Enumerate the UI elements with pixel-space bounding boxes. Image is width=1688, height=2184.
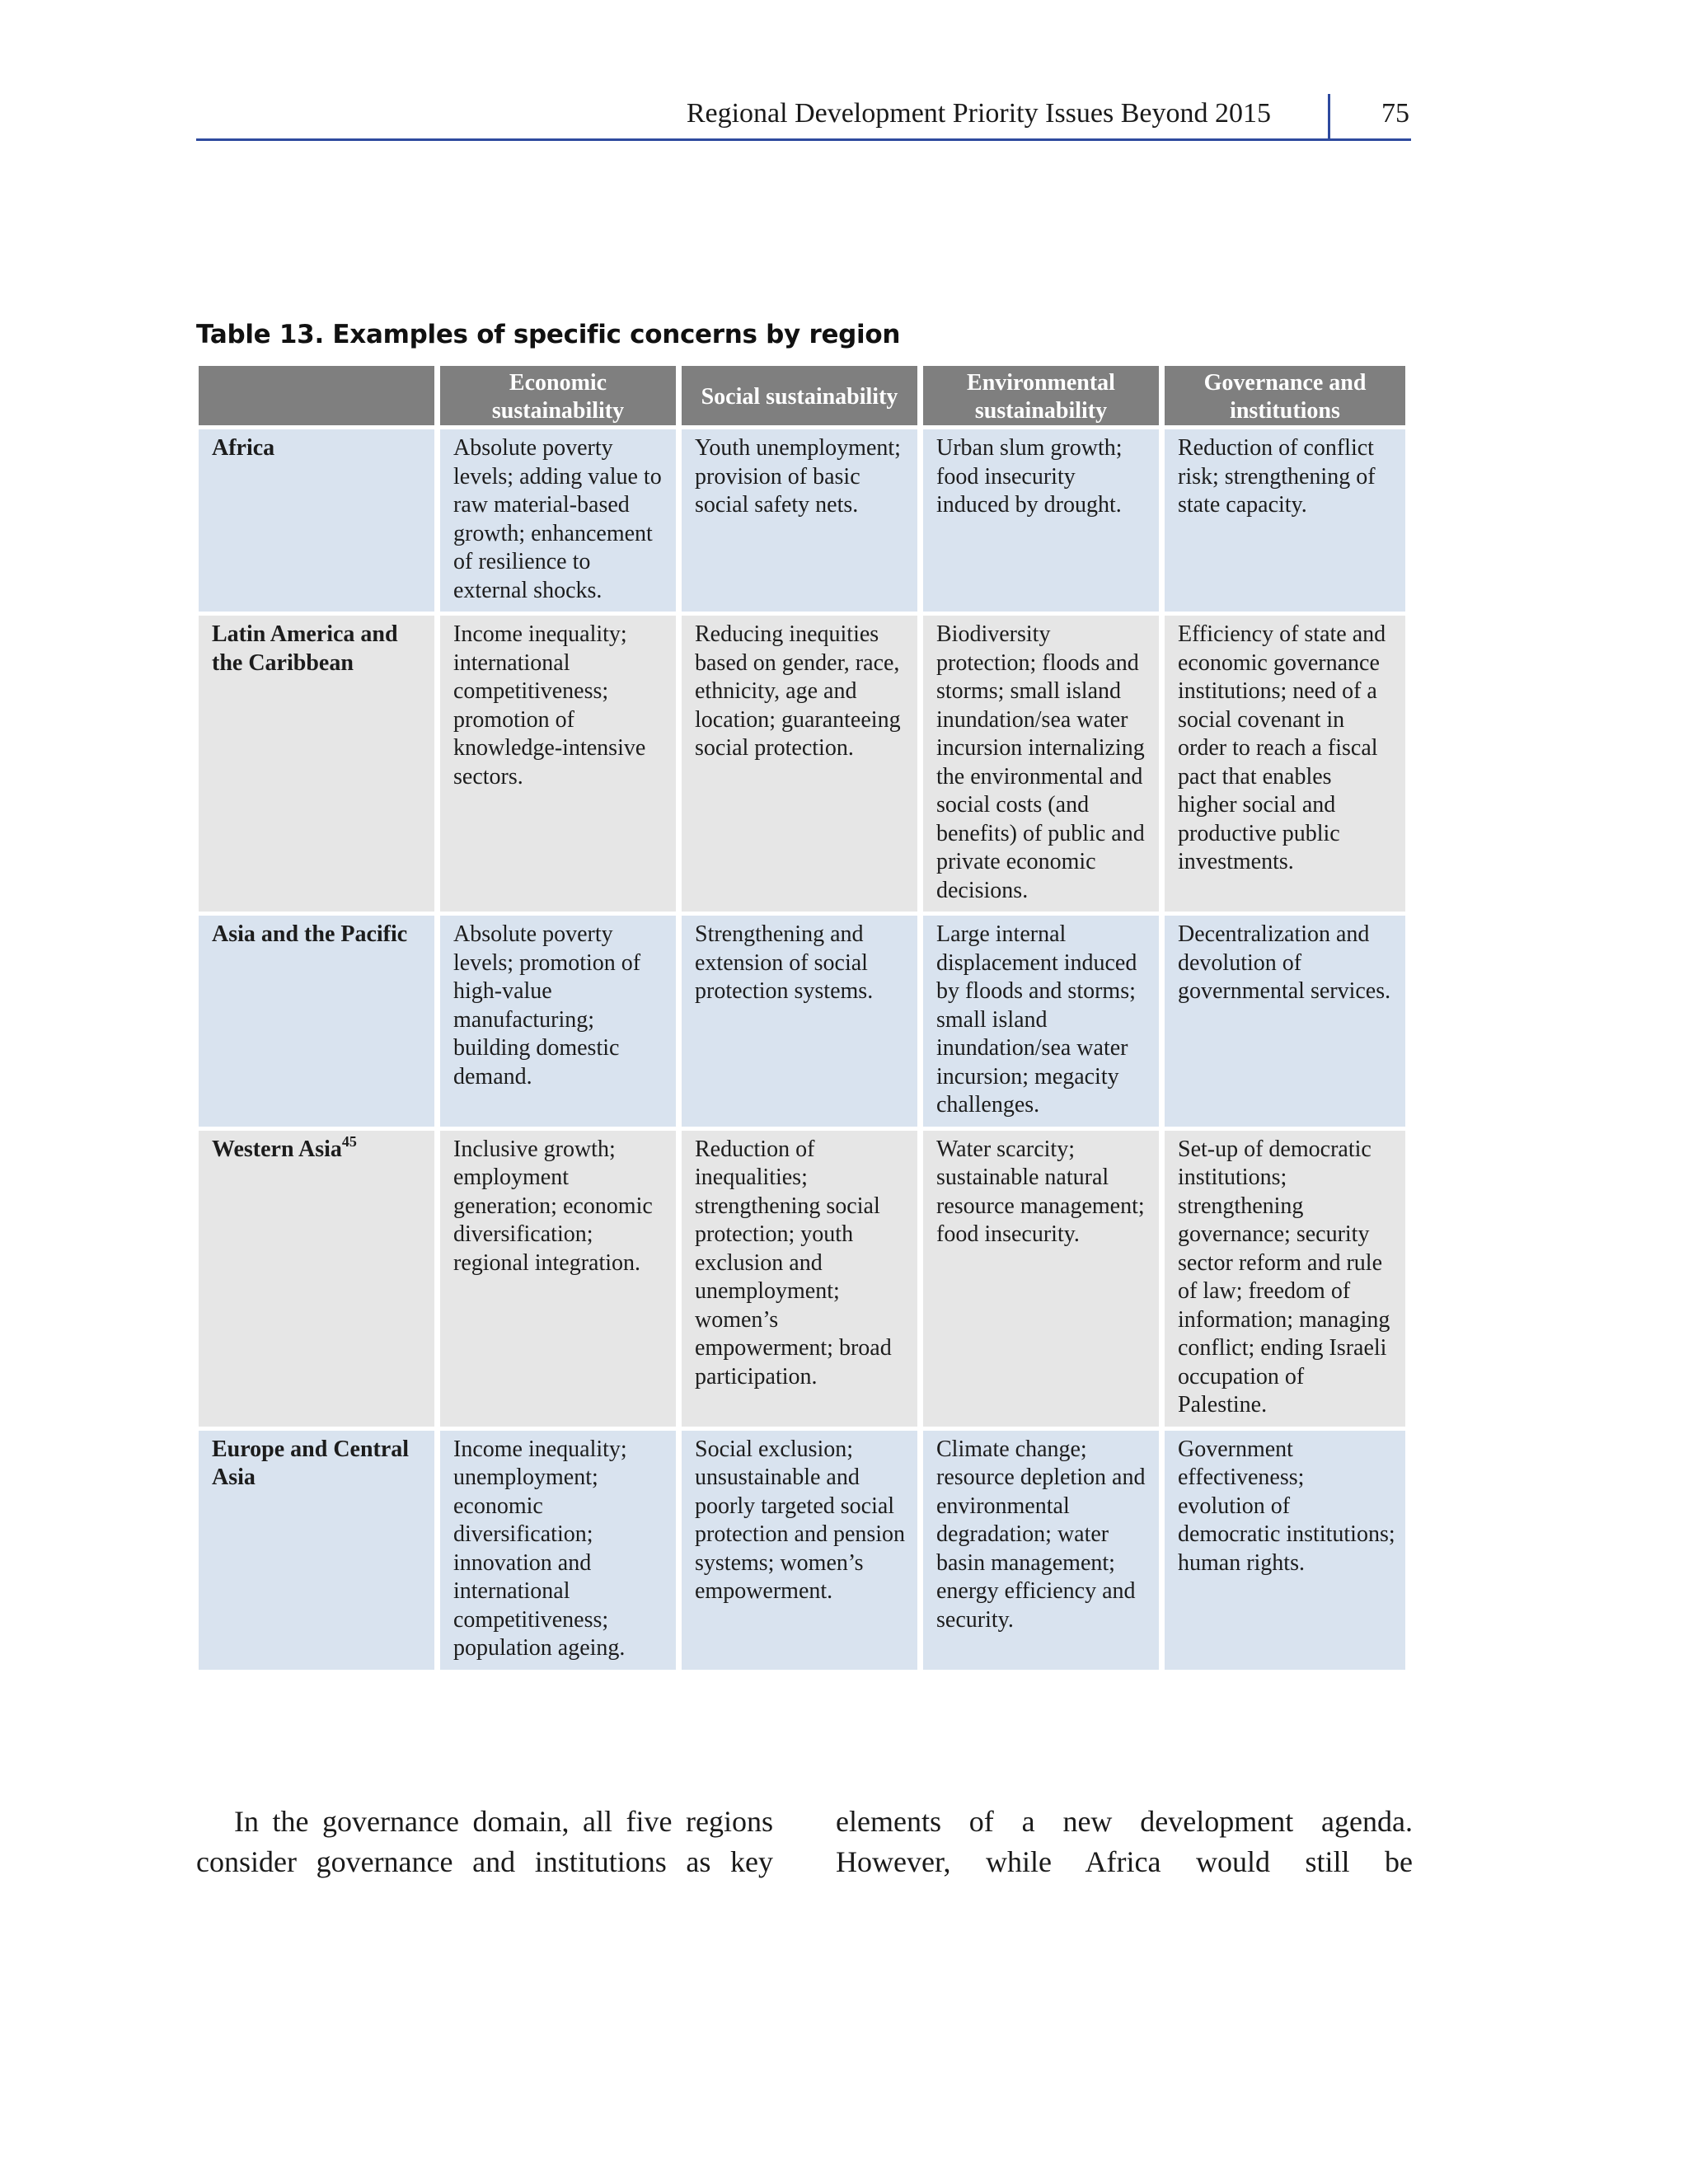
region-name: Europe and Central Asia bbox=[212, 1436, 410, 1490]
column-header-governance: Governance and institutions bbox=[1165, 366, 1405, 425]
table-row bbox=[199, 916, 1405, 1127]
running-title: Regional Development Priority Issues Beyond 2015 bbox=[686, 98, 1271, 129]
table-header-row bbox=[199, 366, 1405, 425]
social-cell: Reduction of inequalities; strengthening social protection; youth exclusion and unemployment; women’s empowerment; broad participation. bbox=[682, 1131, 917, 1427]
region-cell bbox=[199, 916, 434, 1127]
economic-cell: Income inequality; international competitiveness; promotion of knowledge-intensive sectors. bbox=[440, 616, 676, 912]
governance-cell: Set-up of democratic institutions; strengthening governance; security sector reform and rule of law; freedom of information; managing conflict; ending Israeli occupation of Palestine. bbox=[1165, 1131, 1405, 1427]
governance-cell: Efficiency of state and economic governance institutions; need of a social covenant in order to reach a fiscal pact that enables higher social and productive public investments. bbox=[1165, 616, 1405, 912]
region-cell bbox=[199, 1131, 434, 1427]
column-header-economic: Economic sustainability bbox=[440, 366, 676, 425]
economic-cell: Inclusive growth; employment generation; economic diversification; regional integration. bbox=[440, 1131, 676, 1427]
governance-cell: Government effectiveness; evolution of democratic institutions; human rights. bbox=[1165, 1431, 1405, 1670]
governance-cell: Reduction of conflict risk; strengthening of state capacity. bbox=[1165, 429, 1405, 612]
region-name: Latin America and the Caribbean bbox=[212, 621, 398, 676]
region-name: Africa bbox=[212, 435, 275, 461]
table-caption: Table 13. Examples of specific concerns by region bbox=[196, 320, 901, 349]
region-name: Western Asia bbox=[212, 1136, 342, 1162]
environmental-cell: Biodiversity protection; floods and storms; small island inundation/sea water incursion internalizing the environmental and social costs (and benefits) of public and private economic decisions. bbox=[923, 616, 1159, 912]
table-row bbox=[199, 429, 1405, 612]
header-divider bbox=[1328, 94, 1330, 138]
column-header-social: Social sustainability bbox=[682, 366, 917, 425]
region-cell bbox=[199, 616, 434, 912]
footnote-marker: 45 bbox=[341, 1132, 357, 1150]
economic-cell: Absolute poverty levels; promotion of high-value manufacturing; building domestic demand. bbox=[440, 916, 676, 1127]
environmental-cell: Water scarcity; sustainable natural resource management; food insecurity. bbox=[923, 1131, 1159, 1427]
economic-cell: Income inequality; unemployment; economic diversification; innovation and international competitiveness; population ageing. bbox=[440, 1431, 676, 1670]
running-header bbox=[196, 92, 1411, 141]
environmental-cell: Urban slum growth; food insecurity induced by drought. bbox=[923, 429, 1159, 612]
environmental-cell: Large internal displacement induced by floods and storms; small island inundation/sea water incursion; megacity challenges. bbox=[923, 916, 1159, 1127]
table-row bbox=[199, 1431, 1405, 1670]
page-number: 75 bbox=[1381, 98, 1409, 129]
social-cell: Reducing inequities based on gender, race, ethnicity, age and location; guaranteeing social protection. bbox=[682, 616, 917, 912]
social-cell: Social exclusion; unsustainable and poorly targeted social protection and pension systems; women’s empowerment. bbox=[682, 1431, 917, 1670]
column-header-region bbox=[199, 366, 434, 425]
region-cell bbox=[199, 1431, 434, 1670]
body-paragraph-left: In the governance domain, all five regions consider governance and institutions as key bbox=[196, 1805, 773, 1878]
concerns-table bbox=[193, 362, 1411, 1674]
environmental-cell: Climate change; resource depletion and environmental degradation; water basin management; energy efficiency and security. bbox=[923, 1431, 1159, 1670]
region-cell bbox=[199, 429, 434, 612]
table-row bbox=[199, 616, 1405, 912]
economic-cell: Absolute poverty levels; adding value to raw material-based growth; enhancement of resilience to external shocks. bbox=[440, 429, 676, 612]
body-paragraph-right: elements of a new development agenda. However, while Africa would still be bbox=[836, 1805, 1413, 1878]
column-header-environmental: Environmental sustainability bbox=[923, 366, 1159, 425]
social-cell: Youth unemployment; provision of basic social safety nets. bbox=[682, 429, 917, 612]
social-cell: Strengthening and extension of social protection systems. bbox=[682, 916, 917, 1127]
region-name: Asia and the Pacific bbox=[212, 921, 408, 947]
table-row bbox=[199, 1131, 1405, 1427]
governance-cell: Decentralization and devolution of governmental services. bbox=[1165, 916, 1405, 1127]
